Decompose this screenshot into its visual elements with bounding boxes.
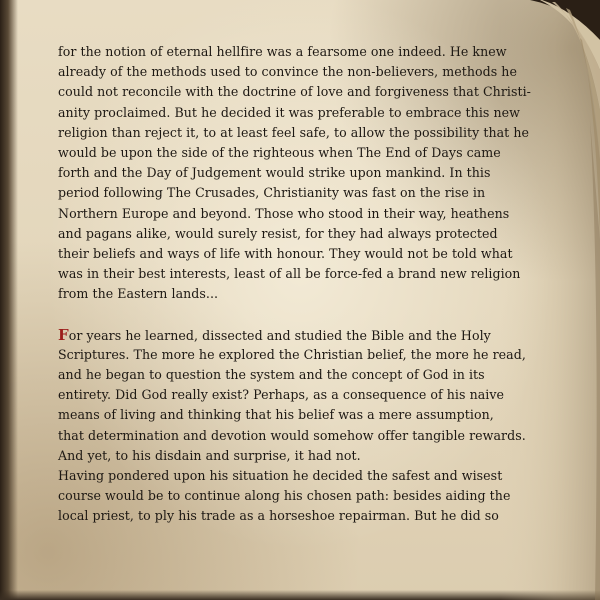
text-line: their beliefs and ways of life with honour. They would not be told what [58,245,513,261]
text-line: Having pondered upon his situation he decided the safest and wisest [58,467,503,483]
text-line: forth and the Day of Judgement would strike upon mankind. In this [58,165,491,181]
text-line: from the Eastern lands... [58,286,219,302]
text-line: already of the methods used to convince the non-believers, methods he [58,64,517,80]
text-line: local priest, to ply his trade as a horseshoe repairman. But he did so [58,508,499,524]
paragraph-gap [58,304,558,324]
text-line: and he began to question the system and the concept of God in its [58,367,485,382]
text-line: would be upon the side of the righteous when The End of Days came [58,144,501,160]
manuscript-text [58,42,558,527]
text-line-first [58,325,558,345]
text-line: that determination and devotion would somehow offer tangible rewards. [58,427,526,443]
paragraph-3 [58,466,558,527]
text-line: and pagans alike, would surely resist, for they had always protected [58,225,498,241]
text-line: Northern Europe and beyond. Those who stood in their way, heathens [58,205,510,221]
text-line: Scriptures. The more he explored the Christian belief, the more he read, [58,346,526,362]
text-line: could not reconcile with the doctrine of love and forgiveness that Christi- [58,84,531,100]
text-line: course would be to continue along his chosen path: besides aiding the [58,488,511,504]
text-line: means of living and thinking that his belief was a mere assumption, [58,407,494,423]
text-line: period following The Crusades, Christianity was fast on the rise in [58,185,486,201]
text-line-rest: or years he learned, dissected and studied the Bible and the Holy [68,327,491,343]
paragraph-1 [58,42,558,304]
drop-cap: F [58,325,69,344]
text-line: for the notion of eternal hellfire was a fearsome one indeed. He knew [58,44,507,59]
text-line: entirety. Did God really exist? Perhaps, as a consequence of his naive [58,387,505,403]
text-line: religion than reject it, to at least feel safe, to allow the possibility that he [58,124,530,140]
page-left-shadow [0,0,18,600]
text-line: anity proclaimed. But he decided it was preferable to embrace this new [58,104,520,120]
paragraph-2 [58,325,558,466]
text-line: was in their best interests, least of all be force-fed a brand new religion [58,266,521,282]
text-line: And yet, to his disdain and surprise, it had not. [58,447,361,463]
